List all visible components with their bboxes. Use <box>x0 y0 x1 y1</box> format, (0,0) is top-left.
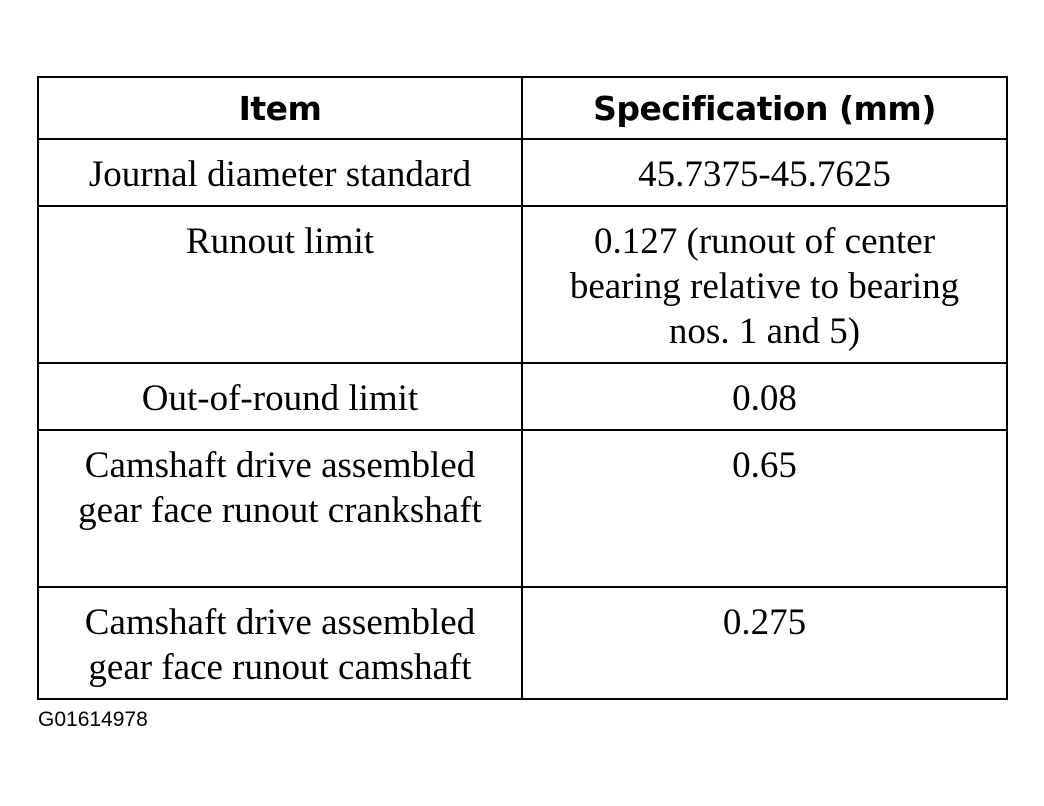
table-row <box>38 587 1007 699</box>
table-row <box>38 430 1007 587</box>
table-row <box>38 363 1007 430</box>
item-cell: Camshaft drive assembled gear face runout camshaft <box>38 587 522 699</box>
item-cell: Camshaft drive assembled gear face runout crankshaft <box>38 430 522 587</box>
spec-cell: 0.08 <box>522 363 1007 430</box>
spec-cell: 0.65 <box>522 430 1007 587</box>
spec-cell: 45.7375-45.7625 <box>522 139 1007 206</box>
item-cell: Runout limit <box>38 206 522 363</box>
table-row <box>38 139 1007 206</box>
specification-table <box>37 76 1008 700</box>
table-row <box>38 206 1007 363</box>
header-item: Item <box>38 77 522 139</box>
spec-cell: 0.275 <box>522 587 1007 699</box>
header-row <box>38 77 1007 139</box>
item-cell: Journal diameter standard <box>38 139 522 206</box>
spec-cell: 0.127 (runout of center bearing relative to bearing nos. 1 and 5) <box>522 206 1007 363</box>
figure-id: G01614978 <box>38 708 148 731</box>
header-specification: Specification (mm) <box>522 77 1007 139</box>
item-cell: Out-of-round limit <box>38 363 522 430</box>
